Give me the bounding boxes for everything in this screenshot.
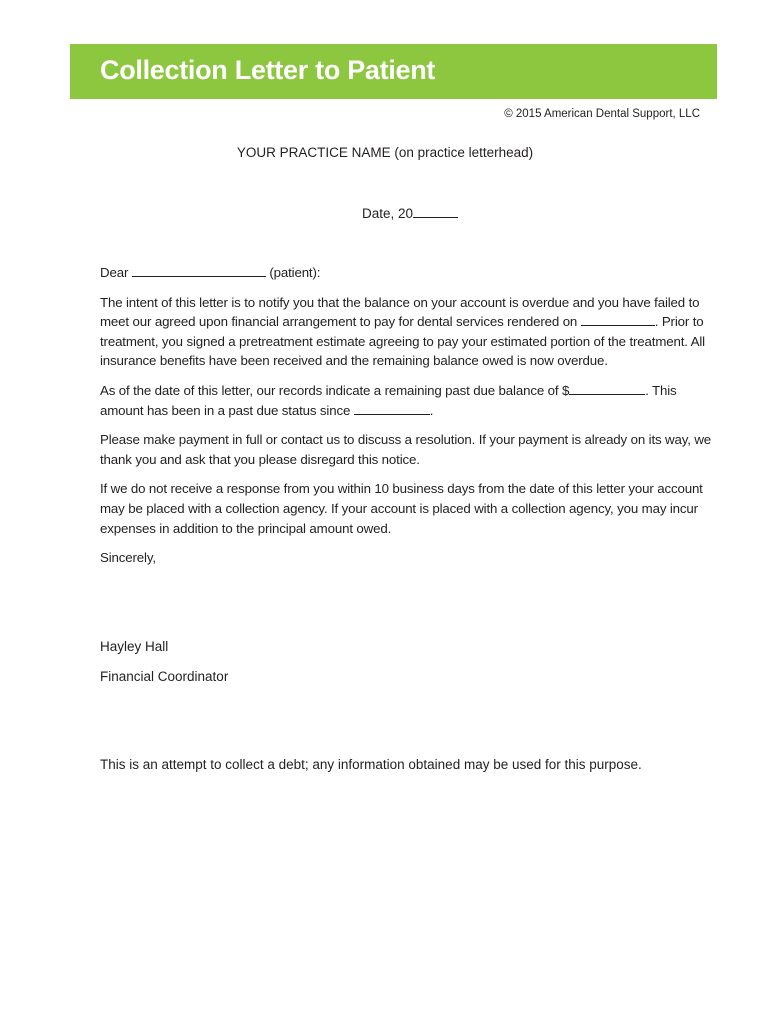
signature-block bbox=[100, 637, 228, 697]
signer-title: Financial Coordinator bbox=[100, 669, 229, 684]
letter-body bbox=[100, 263, 720, 578]
paragraph-1-part-b: . Prior to treatment, you signed a pretreatment estimate agreeing to pay your estimated portion of the treatment. All insurance benefits have been received and the remaining balance owed is now overdue. bbox=[100, 314, 705, 369]
paragraph-1-part-a: The intent of this letter is to notify you that the balance on your account is overdue and you have failed to meet our agreed upon financial arrangement to pay for dental services rendered on bbox=[100, 294, 700, 330]
salutation bbox=[100, 263, 720, 283]
salutation-suffix: (patient): bbox=[269, 265, 321, 280]
paragraph-collection-warning: If we do not receive a response from you within 10 business days from the date of this letter your account may be placed with a collection agency. If your account is placed with a collection agency, you may incur expenses in addition to the principal amount owed. bbox=[100, 481, 703, 536]
signer-name: Hayley Hall bbox=[100, 639, 169, 654]
paragraph-payment-request: Please make payment in full or contact us to discuss a resolution. If your payment is already on its way, we thank you and ask that you please disregard this notice. bbox=[100, 432, 712, 467]
paragraph-2-part-c: . bbox=[429, 402, 434, 418]
date-line bbox=[362, 205, 458, 221]
date-year-blank[interactable] bbox=[413, 205, 458, 218]
salutation-prefix: Dear bbox=[100, 265, 129, 280]
header-bar bbox=[70, 44, 717, 99]
paragraph-overdue-notice bbox=[100, 293, 720, 371]
practice-name-line: YOUR PRACTICE NAME (on practice letterhead) bbox=[236, 145, 534, 160]
service-date-blank[interactable] bbox=[581, 313, 655, 326]
paragraph-2-part-a: As of the date of this letter, our records indicate a remaining past due balance of $ bbox=[100, 382, 570, 398]
paragraph-past-due-balance bbox=[100, 381, 720, 420]
balance-amount-blank[interactable] bbox=[569, 382, 645, 395]
debt-collection-disclaimer: This is an attempt to collect a debt; any information obtained may be used for this purpose. bbox=[100, 757, 642, 772]
paragraph-2-part-b: . This amount has been in a past due status since bbox=[100, 382, 677, 418]
date-label: Date, 20 bbox=[362, 206, 414, 221]
document-title: Collection Letter to Patient bbox=[100, 55, 436, 85]
copyright-notice: © 2015 American Dental Support, LLC bbox=[504, 108, 700, 120]
patient-name-blank[interactable] bbox=[132, 264, 266, 277]
closing: Sincerely, bbox=[100, 550, 156, 566]
past-due-since-blank[interactable] bbox=[354, 402, 430, 415]
